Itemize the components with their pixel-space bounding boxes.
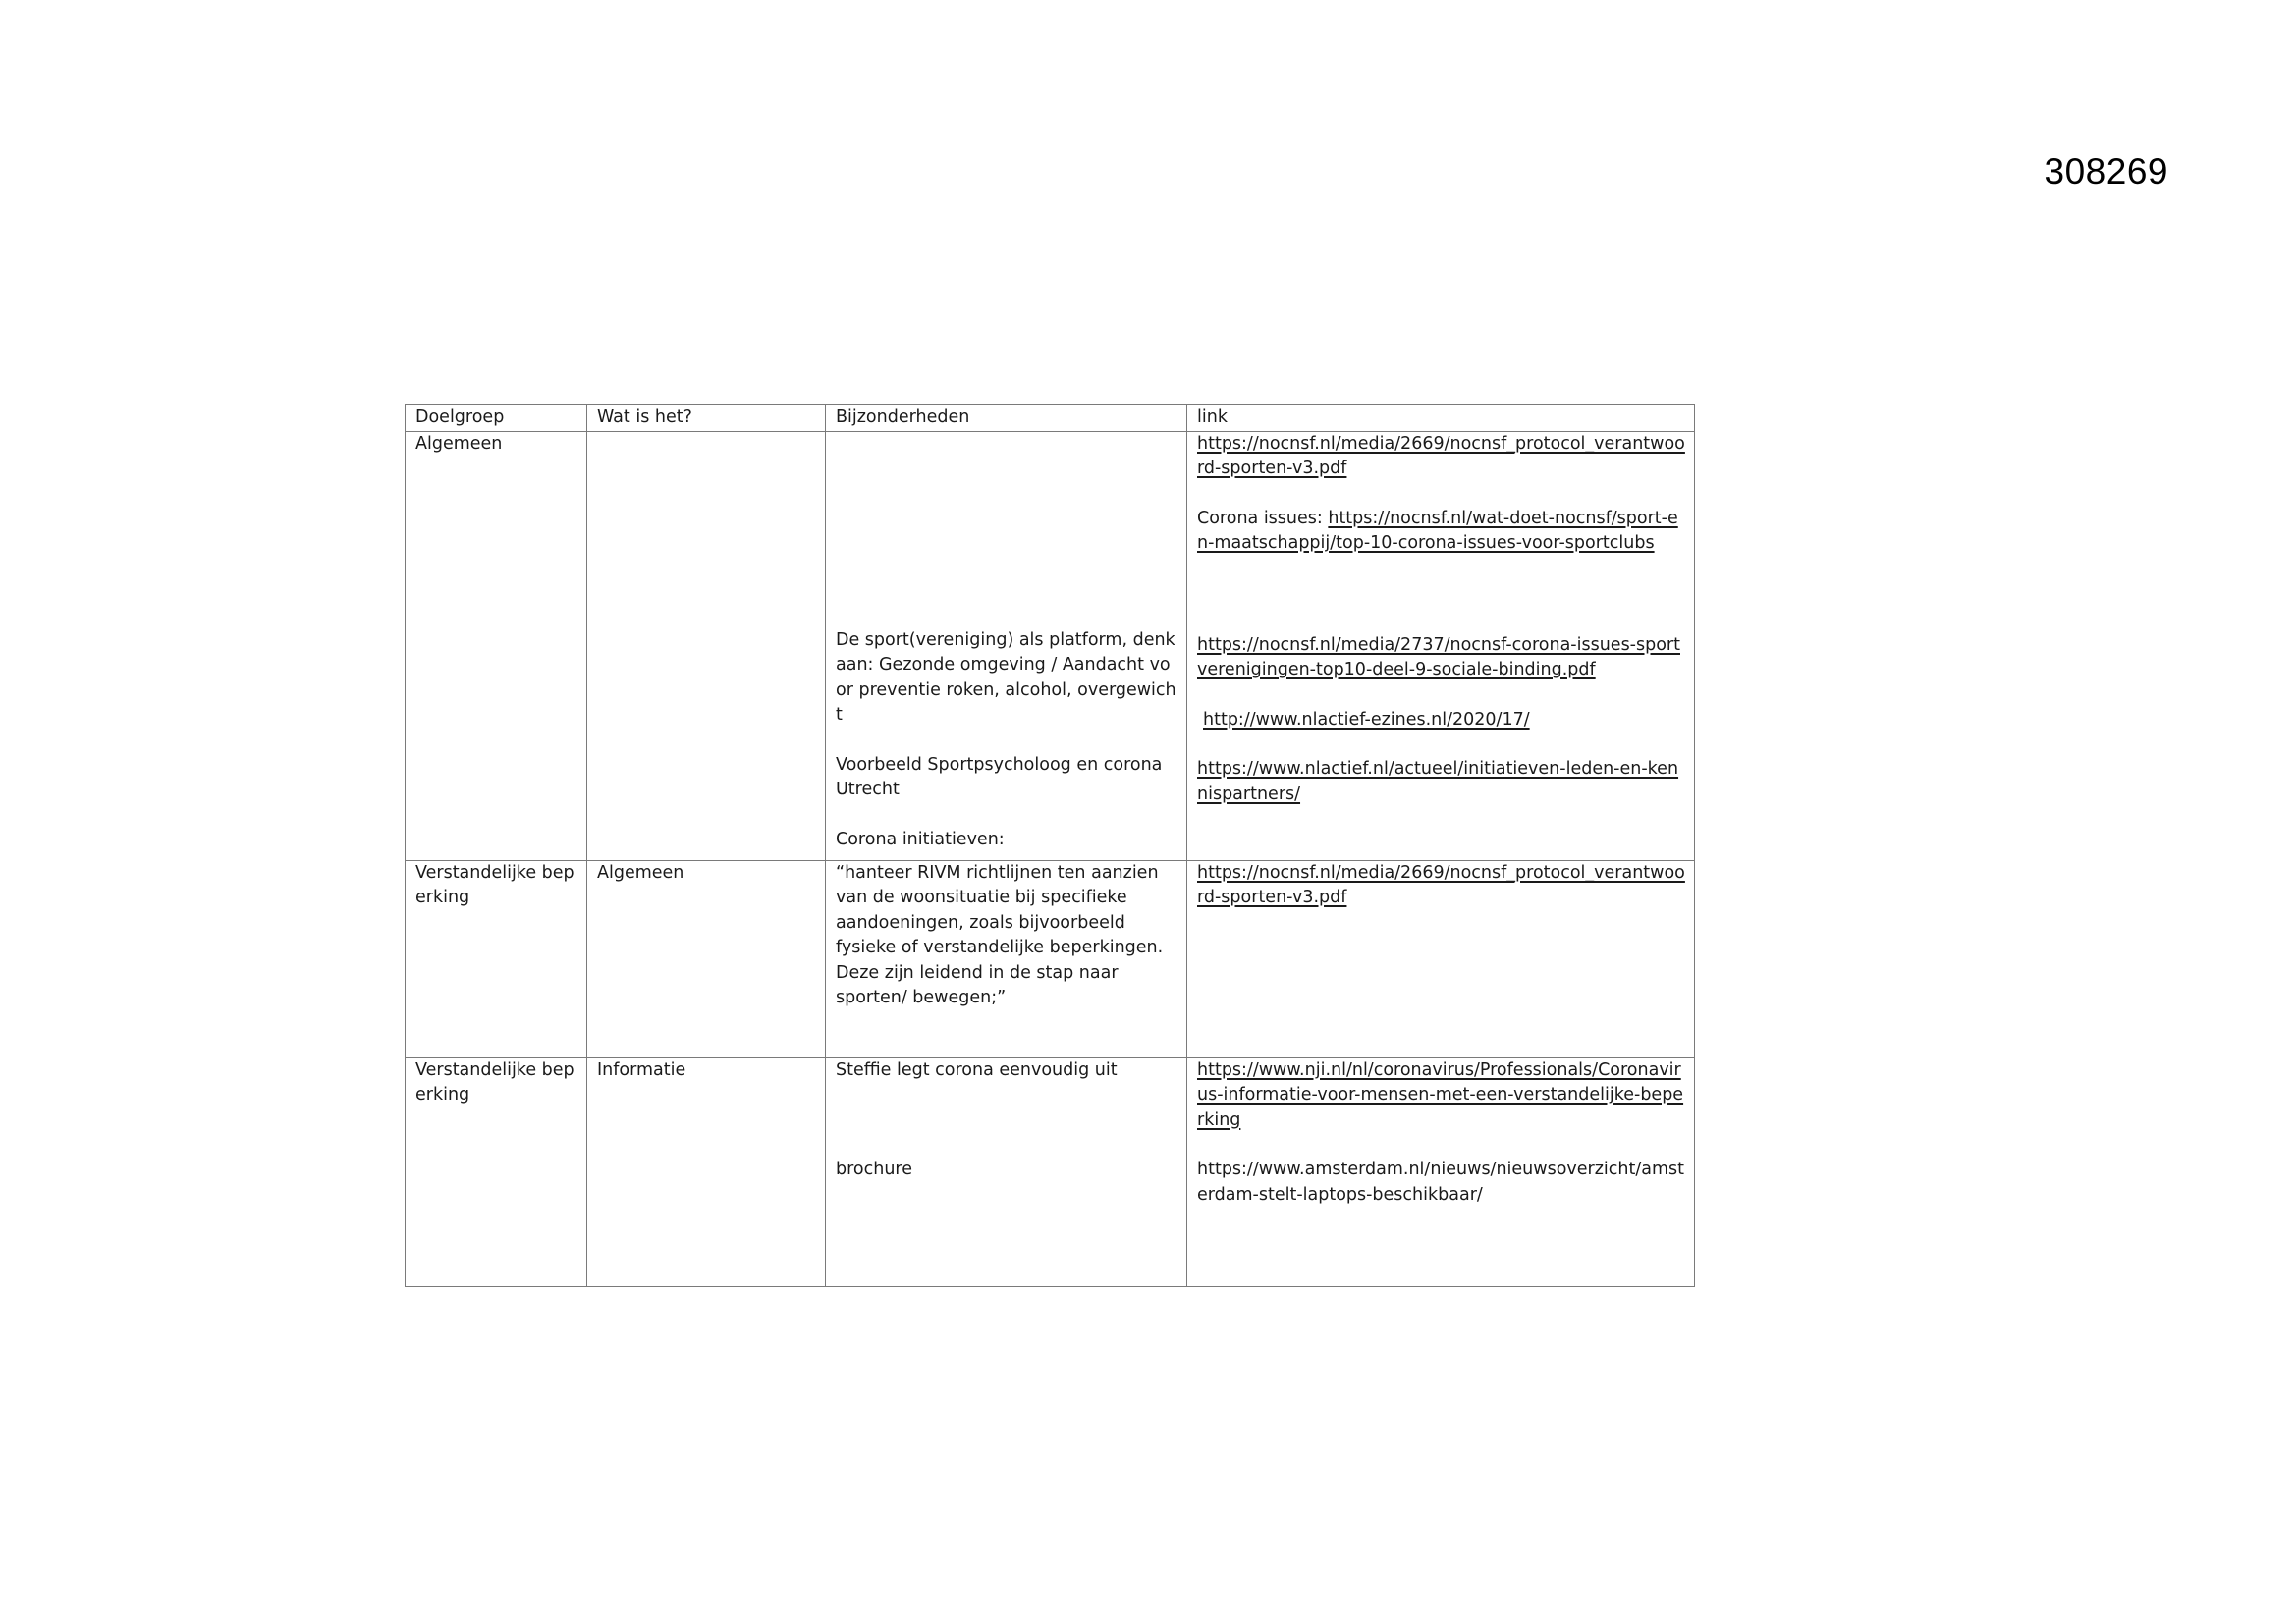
cell-doelgroep: [406, 860, 587, 1057]
cell-wat-is-het: [587, 1057, 826, 1286]
bijzonderheden-text: Steffie legt corona eenvoudig uit: [836, 1059, 1118, 1080]
corona-issues-label: Corona issues:: [1197, 508, 1329, 528]
resource-link[interactable]: http://www.nlactief-ezines.nl/2020/17/: [1203, 709, 1530, 730]
bijzonderheden-text: De sport(vereniging) als platform, denk aan: Gezonde omgeving / Aandacht voor preventie roken, alcohol, overgewicht: [836, 629, 1176, 725]
cell-link: [1187, 1057, 1695, 1286]
doelgroep-text: Verstandelijke beperking: [415, 1059, 574, 1105]
cell-doelgroep: [406, 1057, 587, 1286]
resource-link[interactable]: https://nocnsf.nl/media/2737/nocnsf-corona-issues-sportverenigingen-top10-deel-9-sociale-binding.pdf: [1197, 634, 1680, 679]
cell-wat-is-het: [587, 431, 826, 860]
doelgroep-text: Verstandelijke beperking: [415, 862, 574, 907]
table-row: [406, 860, 1695, 1057]
table-row: [406, 1057, 1695, 1286]
document-number: 308269: [2044, 151, 2168, 191]
resource-link[interactable]: https://nocnsf.nl/media/2669/nocnsf_protocol_verantwoord-sporten-v3.pdf: [1197, 862, 1685, 907]
table-header-row: [406, 405, 1695, 432]
cell-bijzonderheden: [826, 860, 1187, 1057]
wat-text: Informatie: [597, 1059, 686, 1080]
resource-url-text: https://www.amsterdam.nl/nieuws/nieuwsoverzicht/amsterdam-stelt-laptops-beschikbaar/: [1197, 1160, 1684, 1205]
cell-bijzonderheden: [826, 1057, 1187, 1286]
wat-text: Algemeen: [597, 862, 684, 883]
resource-link[interactable]: https://nocnsf.nl/wat-doet-nocnsf/sport-en-maatschappij/top-10-corona-issues-voor-sportclubs: [1197, 508, 1678, 553]
bijzonderheden-text: Corona initiatieven:: [836, 829, 1005, 849]
bijzonderheden-text: “hanteer RIVM richtlijnen ten aanzien van de woonsituatie bij specifieke aandoeningen, zoals bijvoorbeeld fysieke of verstandelijke beperkingen. Deze zijn leidend in de stap naar sporten/ bewegen;”: [836, 862, 1164, 1007]
bijzonderheden-text: Voorbeeld Sportpsycholoog en corona Utrecht: [836, 754, 1163, 799]
corona-issues-entry: [1197, 507, 1686, 557]
cell-link: [1187, 860, 1695, 1057]
header-link: link: [1187, 405, 1695, 432]
resource-link[interactable]: https://nocnsf.nl/media/2669/nocnsf_protocol_verantwoord-sporten-v3.pdf: [1197, 433, 1685, 478]
cell-link: [1187, 431, 1695, 860]
doelgroep-text: Algemeen: [415, 433, 503, 454]
header-wat-is-het: Wat is het?: [587, 405, 826, 432]
header-doelgroep: Doelgroep: [406, 405, 587, 432]
cell-bijzonderheden: [826, 431, 1187, 860]
resource-link[interactable]: https://www.nji.nl/nl/coronavirus/Professionals/Coronavirus-informatie-voor-mensen-met-een-verstandelijke-beperking: [1197, 1059, 1684, 1130]
header-bijzonderheden: Bijzonderheden: [826, 405, 1187, 432]
resource-table: [405, 404, 1695, 1287]
table-row: [406, 431, 1695, 860]
resource-link[interactable]: https://www.nlactief.nl/actueel/initiatieven-leden-en-kennispartners/: [1197, 759, 1679, 804]
cell-doelgroep: [406, 431, 587, 860]
cell-wat-is-het: [587, 860, 826, 1057]
bijzonderheden-text: brochure: [836, 1160, 913, 1179]
